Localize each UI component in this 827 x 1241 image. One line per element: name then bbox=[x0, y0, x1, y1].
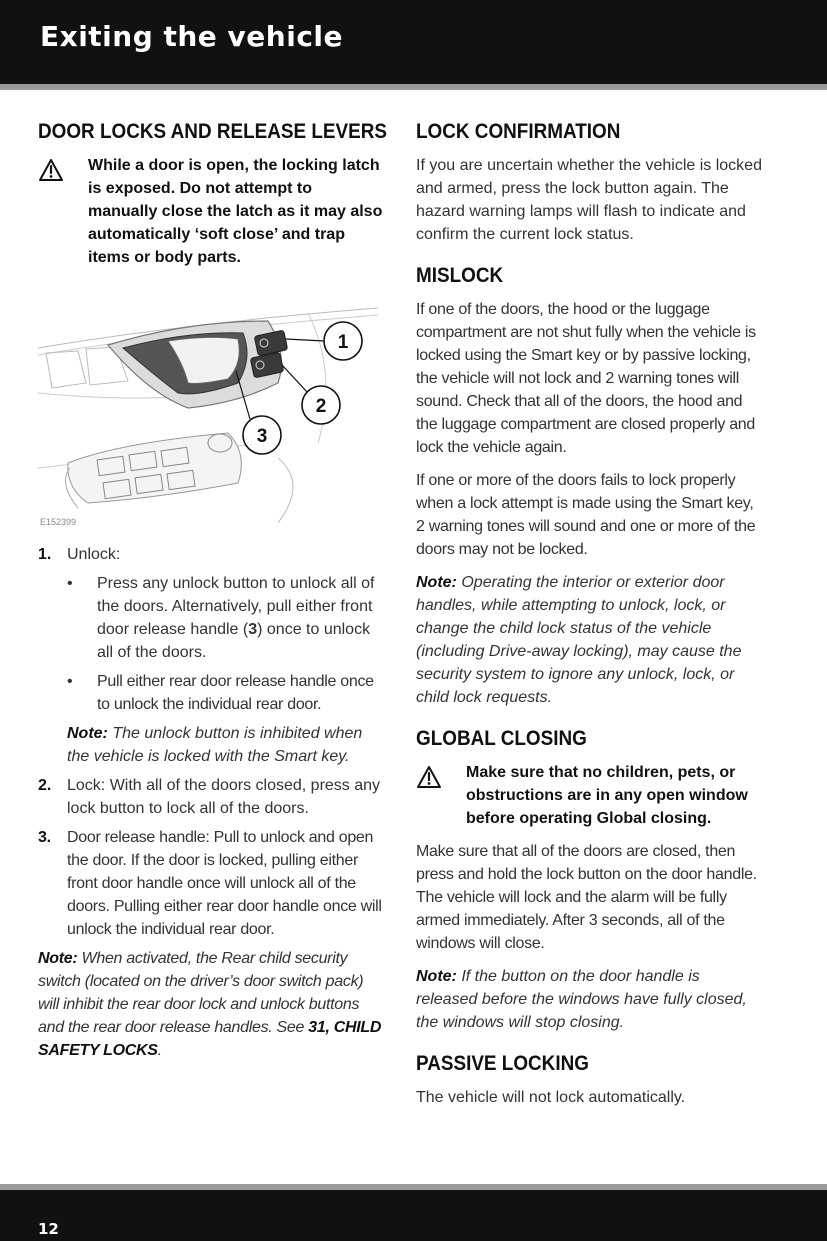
latch-warning bbox=[38, 154, 383, 269]
step-text: Unlock: bbox=[67, 546, 121, 563]
child-safety-locks-link[interactable]: 31, CHILD SAFETY LOCKS bbox=[38, 1019, 382, 1059]
left-column bbox=[38, 120, 387, 1080]
callout-1 bbox=[324, 322, 362, 360]
svg-text:1: 1 bbox=[337, 332, 349, 353]
step-number: 2. bbox=[38, 777, 52, 794]
step-door-release bbox=[38, 826, 383, 941]
global-closing-section bbox=[416, 727, 763, 1034]
page-title: Exiting the vehicle bbox=[40, 20, 344, 53]
lock-confirmation-text: If you are uncertain whether the vehicle is locked and armed, press the lock button again. The hazard warning lamps will flash to indicate and confirm the current lock status. bbox=[416, 157, 762, 243]
latch-warning-text: While a door is open, the locking latch is exposed. Do not attempt to manually close the latch as it may also automatically ‘soft close’ and trap items or body parts. bbox=[88, 157, 383, 266]
figure-id: E152399 bbox=[40, 517, 77, 527]
mislock-section bbox=[416, 264, 763, 709]
passive-locking-heading: PASSIVE LOCKING bbox=[416, 1052, 589, 1075]
warning-triangle-icon bbox=[416, 761, 452, 830]
door-locks-heading: DOOR LOCKS AND RELEASE LEVERS bbox=[38, 120, 387, 143]
step-number: 1. bbox=[38, 546, 52, 563]
global-closing-heading: GLOBAL CLOSING bbox=[416, 727, 587, 750]
right-column bbox=[416, 120, 763, 1127]
passive-locking-section bbox=[416, 1052, 763, 1109]
svg-text:3: 3 bbox=[256, 426, 268, 447]
global-closing-warning bbox=[416, 761, 763, 830]
mislock-note: Note: Operating the interior or exterior door handles, while attempting to unlock, lock, or change the child lock status of the vehicle (including Drive-away locking), may cause the security system to ignore any unlock, lock, or child lock requests. bbox=[416, 574, 742, 706]
lock-confirmation-section bbox=[416, 120, 763, 246]
door-locks-section bbox=[38, 120, 387, 1062]
bullet-item: • Press any unlock button to unlock all of the doors. Alternatively, pull either front door release handle (3) once to unlock all of the doors. bbox=[67, 572, 383, 664]
global-closing-text: Make sure that all of the doors are closed, then press and hold the lock button on the door handle. The vehicle will lock and the alarm will be fully armed immediately. After 3 seconds, all of the windows will close. bbox=[416, 843, 757, 952]
mislock-heading: MISLOCK bbox=[416, 264, 504, 287]
door-lock-steps bbox=[38, 543, 383, 941]
callout-2 bbox=[302, 386, 340, 424]
mislock-paragraph-1: If one of the doors, the hood or the luggage compartment are not shut fully when the vehicle is locked using the Smart key or by passive locking, the vehicle will not lock and 2 warning tones will sound. Check that all of the doors, the hood and the luggage compartment are closed properly and lock the vehicle again. bbox=[416, 301, 756, 456]
svg-text:2: 2 bbox=[315, 396, 327, 417]
page-footer bbox=[0, 1184, 827, 1241]
page-number: 12 bbox=[38, 1220, 59, 1238]
lock-confirmation-heading: LOCK CONFIRMATION bbox=[416, 120, 621, 143]
unlock-bullets bbox=[67, 572, 383, 716]
global-closing-note: Note: If the button on the door handle is released before the windows have fully closed, the windows will stop closing. bbox=[416, 968, 747, 1031]
step-lock bbox=[38, 774, 383, 820]
step-text: Lock: With all of the doors closed, press any lock button to lock all of the doors. bbox=[67, 777, 381, 817]
door-handle-illustration bbox=[38, 293, 383, 533]
page-header bbox=[0, 0, 827, 90]
mislock-paragraph-2: If one or more of the doors fails to lock properly when a lock attempt is made using the Smart key, 2 warning tones will sound and one or more of the doors may not be locked. bbox=[416, 472, 756, 558]
step-text: Door release handle: Pull to unlock and open the door. If the door is locked, pulling either front door handle once will unlock all of the doors. Pulling either rear door handle once will unlock the individual rear door. bbox=[67, 829, 382, 938]
callout-3 bbox=[243, 416, 281, 454]
global-closing-warning-text: Make sure that no children, pets, or obstructions are in any open window before operating Global closing. bbox=[466, 764, 748, 827]
bullet-item: • Pull either rear door release handle once to unlock the individual rear door. bbox=[67, 670, 383, 716]
step-number: 3. bbox=[38, 829, 51, 846]
child-lock-note: Note: When activated, the Rear child security switch (located on the driver’s door switch pack) will inhibit the rear door lock and unlock buttons and the rear door release handles. See 31, CHILD SAFETY LOCKS. bbox=[38, 950, 382, 1059]
unlock-note: Note: The unlock button is inhibited when the vehicle is locked with the Smart key. bbox=[67, 725, 363, 765]
warning-triangle-icon bbox=[38, 154, 74, 269]
step-unlock bbox=[38, 543, 383, 768]
passive-locking-text: The vehicle will not lock automatically. bbox=[416, 1089, 686, 1106]
